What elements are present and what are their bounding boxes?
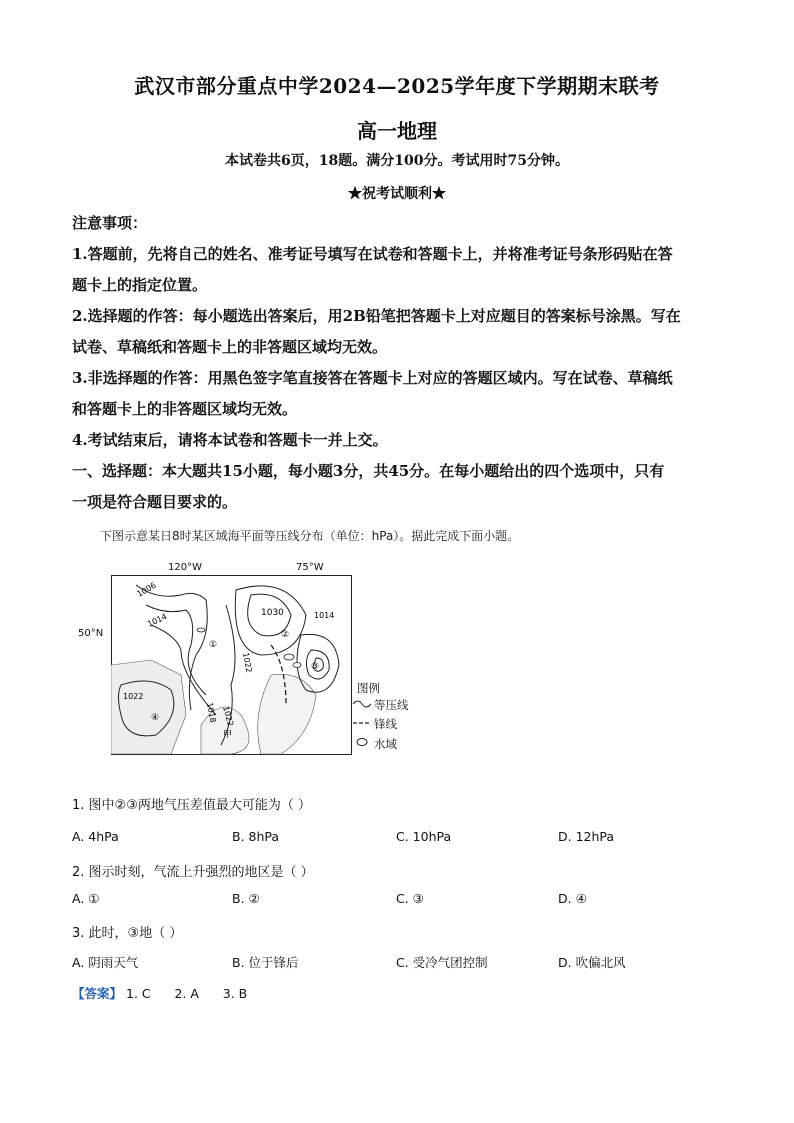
isobar-label: 1030 <box>261 608 284 618</box>
good-luck-line: ★祝考试顺利★ <box>348 186 446 202</box>
question-2-option-b: B. ② <box>232 891 260 906</box>
lon-label-75w-text: 75°W <box>296 562 324 573</box>
answer-line <box>72 984 247 1002</box>
question-2-stem: 2. 图示时刻，气流上升强烈的地区是（ ） <box>72 865 314 880</box>
note-1-line-1: 1.答题前，先将自己的姓名、准考证号填写在试卷和答题卡上，并将准考证号条形码贴在答 <box>72 245 673 263</box>
place-label-2: ② <box>281 630 290 640</box>
notes-heading: 注意事项： <box>72 214 148 232</box>
isobar-label: 1014 <box>314 611 335 620</box>
question-intro: 下图示意某日8时某区域海平面等压线分布（单位：hPa）。据此完成下面小题。 <box>100 529 520 543</box>
water-body <box>197 628 205 632</box>
question-2-option-a: A. ① <box>72 891 100 906</box>
section-heading-line-1: 一、选择题：本大题共15小题，每小题3分，共45分。在每小题给出的四个选项中，只有 <box>72 462 665 480</box>
note-4-line-1: 4.考试结束后，请将本试卷和答题卡一并上交。 <box>72 431 388 449</box>
legend-isobar-icon <box>352 697 372 711</box>
note-2-line-1: 2.选择题的作答：每小题选出答案后，用2B铅笔把答题卡上对应题目的答案标号涂黑。写在 <box>72 307 681 325</box>
question-3-stem: 3. 此时，③地（ ） <box>72 926 183 941</box>
lon-label-120w-text: 120°W <box>168 562 202 573</box>
lat-label-50n: 50°N <box>78 628 104 639</box>
question-2-option-c: C. ③ <box>396 891 424 906</box>
legend-front-label: 锋线 <box>374 717 397 731</box>
isobar-label: 1006 <box>135 580 158 599</box>
isobar-label: 1018 <box>205 701 218 724</box>
answer-3: 3. B <box>222 986 248 1001</box>
question-3-option-a: A. 阴雨天气 <box>72 955 139 970</box>
isobar-label: 1022 <box>221 705 236 728</box>
question-3-option-c: C. 受冷气团控制 <box>396 955 488 970</box>
legend-title: 图例 <box>357 681 380 695</box>
legend-front-icon <box>352 718 372 728</box>
question-1-stem: 1. 图中②③两地气压差值最大可能为（ ） <box>72 798 311 813</box>
answer-tag: 【答案】 <box>72 986 123 1001</box>
legend-isobar-label: 等压线 <box>374 698 409 712</box>
answer-2: 2. A <box>174 986 199 1001</box>
subject-title: 高一地理 <box>357 119 437 143</box>
exam-title: 武汉市部分重点中学2024—2025学年度下学期期末联考 <box>134 74 660 98</box>
question-1-option-c: C. 10hPa <box>396 829 452 844</box>
answer-1: 1. C <box>126 986 151 1001</box>
place-label-jia: 甲 <box>223 730 233 740</box>
isobar-label: 1014 <box>146 612 169 629</box>
ocean-area <box>111 660 186 754</box>
note-3-line-2: 和答题卡上的非答题区域均无效。 <box>72 400 298 418</box>
question-1-option-d: D. 12hPa <box>558 829 615 844</box>
question-3-option-b: B. 位于锋后 <box>232 955 299 970</box>
legend-water-label: 水域 <box>374 737 397 751</box>
section-heading-line-2: 一项是符合题目要求的。 <box>72 493 238 511</box>
isobar-label: 1022 <box>241 651 254 674</box>
question-1-option-a: A. 4hPa <box>72 829 119 844</box>
note-3-line-1: 3.非选择题的作答：用黑色签字笔直接答在答题卡上对应的答题区域内。写在试卷、草稿纸 <box>72 369 673 387</box>
place-label-4: ④ <box>151 713 160 723</box>
isobar-map <box>111 575 352 755</box>
place-label-3: ③ <box>311 662 320 672</box>
note-2-line-2: 试卷、草稿纸和答题卡上的非答题区域均无效。 <box>72 338 388 356</box>
exam-info: 本试卷共6页，18题。满分100分。考试用时75分钟。 <box>225 153 569 169</box>
water-body <box>284 654 294 660</box>
question-2-option-d: D. ④ <box>558 891 587 906</box>
isobar-label: 1022 <box>123 692 144 701</box>
question-3-option-d: D. 吹偏北风 <box>558 955 626 970</box>
note-1-line-2: 题卡上的指定位置。 <box>72 276 208 294</box>
place-label-1: ① <box>209 640 218 650</box>
water-body <box>293 663 301 668</box>
legend-water-icon <box>355 737 369 747</box>
question-1-option-b: B. 8hPa <box>232 829 280 844</box>
